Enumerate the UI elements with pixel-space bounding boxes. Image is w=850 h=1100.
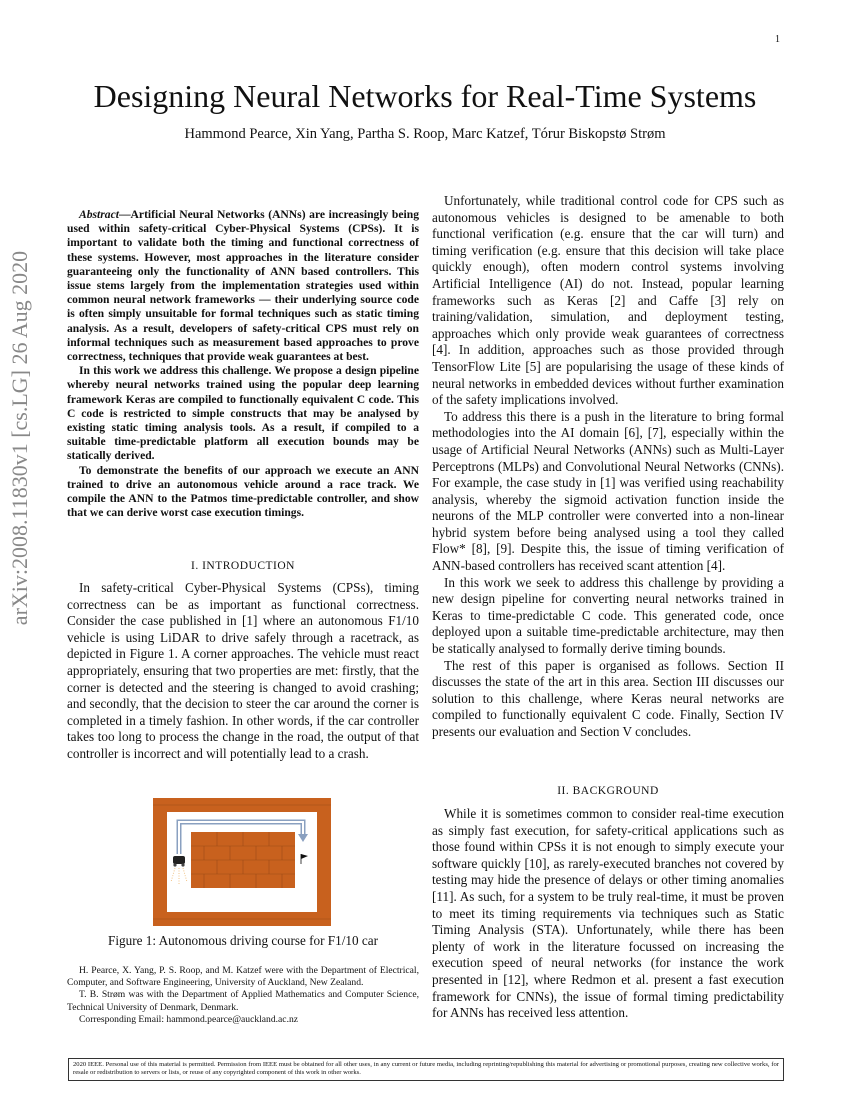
- author-footnote: [67, 965, 419, 1026]
- footnote-paragraph: T. B. Strøm was with the Department of Applied Mathematics and Computer Science, Technical University of Denmark, Denmark.: [67, 989, 419, 1013]
- abstract-paragraph: Abstract—Artificial Neural Networks (ANNs) are increasingly being used within safety-critical Cyber-Physical Systems (CPSs). It is important to validate both the timing and functional correctness of these systems. However, most approaches in the literature consider guaranteeing only the functionality of ANN based controllers. This issue stems largely from the implementation strategies used within common neural network frameworks — their underlying source code is often simply unsuitable for formal techniques such as static timing analysis. As a result, developers of safety-critical CPS must rely on informal techniques such as measurement based approaches to prove correctness, techniques that provide weak guarantees at best.: [67, 208, 419, 364]
- abstract-paragraph: In this work we address this challenge. We propose a design pipeline whereby neural networks trained using the popular deep learning framework Keras are compiled to functionally equivalent C code. This C code is restricted to simple constructs that may be analysed by existing static timing analysis tools. As a result, if compiled to a suitable time-predictable platform all execution bounds may be statically derived.: [67, 364, 419, 463]
- body-paragraph: In this work we seek to address this challenge by providing a new design pipeline for converting neural networks trained in Keras to time-predictable C code. This generated code, once deployed upon a suitable time-predictable architecture, may then be statically analysed to formally derive timing bounds.: [432, 574, 784, 657]
- body-paragraph: Unfortunately, while traditional control code for CPS such as autonomous vehicles is designed to be amenable to both functional verification (e.g. ensure that the car will turn) and timing verification (e.g. ensure that this decision will take place quickly enough), often modern control systems involving Artificial Intelligence (AI) do not. Instead, popular learning frameworks such as Keras [2] and Caffe [3] rely on training/validation, simulation, and deployment testing, approaches which only provide weak guarantees of correctness [4]. In addition, approaches such as those provided through TensorFlow Lite [5] are popularising the usage of these kinds of neural networks in embedded devices without further examination of the safety implications involved.: [432, 193, 784, 408]
- body-paragraph: While it is sometimes common to consider real-time execution as simply fast execution, for safety-critical applications such as those found within CPSs it is not enough to simply execute your software quickly [10], as rarely-executed branches not covered by testing may hide the presence of delays or other timing anomalies [11]. As such, for a system to be truly real-time, it must be proven to meet its timing requirements via techniques such as Static Timing Analysis (STA). Unfortunately, while there has been plenty of work in the literature focussed on increasing the execution speed of neural networks (for instance the work presented in [12], where Redmon et al. present a fast execution framework for CNNs), the issue of formal timing predictability for ANNs has received less attention.: [432, 806, 784, 1021]
- paper-title: Designing Neural Networks for Real-Time Systems: [93, 78, 757, 114]
- body-paragraph: The rest of this paper is organised as follows. Section II discusses the state of the art in this area. Section III discusses our solution to this challenge, where Keras neural networks are compiled to functionally equivalent C code. Finally, Section IV presents our evaluation and Section V concludes.: [432, 657, 784, 739]
- body-paragraph: In safety-critical Cyber-Physical Systems (CPSs), timing correctness can be as important as functional correctness. Consider the case published in [1] where an autonomous F1/10 vehicle is using LiDAR to drive safely through a racetrack, as depicted in Figure 1. A corner approaches. The vehicle must react appropriately, ensuring that two properties are met: firstly, that the corner is detected and the steering is changed to avoid crashing; and secondly, that the decision to steer the car around the corner is completed in a timely fashion. In other words, if the car controller takes too long to process the change in the road, the output of that controller is incorrect and will potentially lead to a crash.: [67, 580, 419, 761]
- right-column-body: [432, 193, 784, 741]
- section-heading-background: II. BACKGROUND: [557, 785, 659, 797]
- footnote-paragraph: Corresponding Email: hammond.pearce@auckland.ac.nz: [79, 1013, 299, 1025]
- abstract-paragraph: To demonstrate the benefits of our approach we execute an ANN trained to drive an autonomous vehicle around a race track. We compile the ANN to the Patmos time-predictable controller, and show that we can derive worst case execution timings.: [67, 463, 419, 520]
- copyright-notice: 2020 IEEE. Personal use of this material is permitted. Permission from IEEE must be obtained for all other uses, in any current or future media, including reprinting/republishing this material for advertising or promotional purposes, creating new collective works, for resale or redistribution to servers or lists, or reuse of any copyrighted component of this work in other works.: [68, 1058, 784, 1081]
- race-course-figure: [153, 798, 331, 926]
- abstract: [67, 208, 419, 520]
- figure-caption: Figure 1: Autonomous driving course for F1/10 car: [108, 933, 378, 948]
- arxiv-stamp: arXiv:2008.11830v1 [cs.LG] 26 Aug 2020: [7, 250, 32, 626]
- body-paragraph: To address this there is a push in the literature to bring formal methodologies into the AI domain [6], [7], especially within the usage of Artificial Neural Networks (ANNs) such as Multi-Layer Perceptrons (MLPs) and Convolutional Neural Networks (CNNs). For example, the case study in [1] was verified using reachability analysis, whereby the sigmoid activation function inside the neurons of the MLP controller were converted into a non-linear hybrid system before being analysed using a tool they called Flow* [8], [9]. Despite this, the issue of timing verification of ANN-based controllers has received scant attention [4].: [432, 408, 784, 574]
- abstract-label: Abstract: [79, 208, 119, 221]
- introduction-body: [67, 580, 419, 763]
- background-body: [432, 806, 784, 1022]
- section-heading-introduction: I. INTRODUCTION: [191, 560, 295, 572]
- footnote-paragraph: H. Pearce, X. Yang, P. S. Roop, and M. Katzef were with the Department of Electrical, Computer, and Software Engineering, University of Auckland, New Zealand.: [67, 965, 419, 989]
- author-list: Hammond Pearce, Xin Yang, Partha S. Roop, Marc Katzef, Tórur Biskopstø Strøm: [184, 126, 666, 142]
- page-number: 1: [775, 34, 780, 45]
